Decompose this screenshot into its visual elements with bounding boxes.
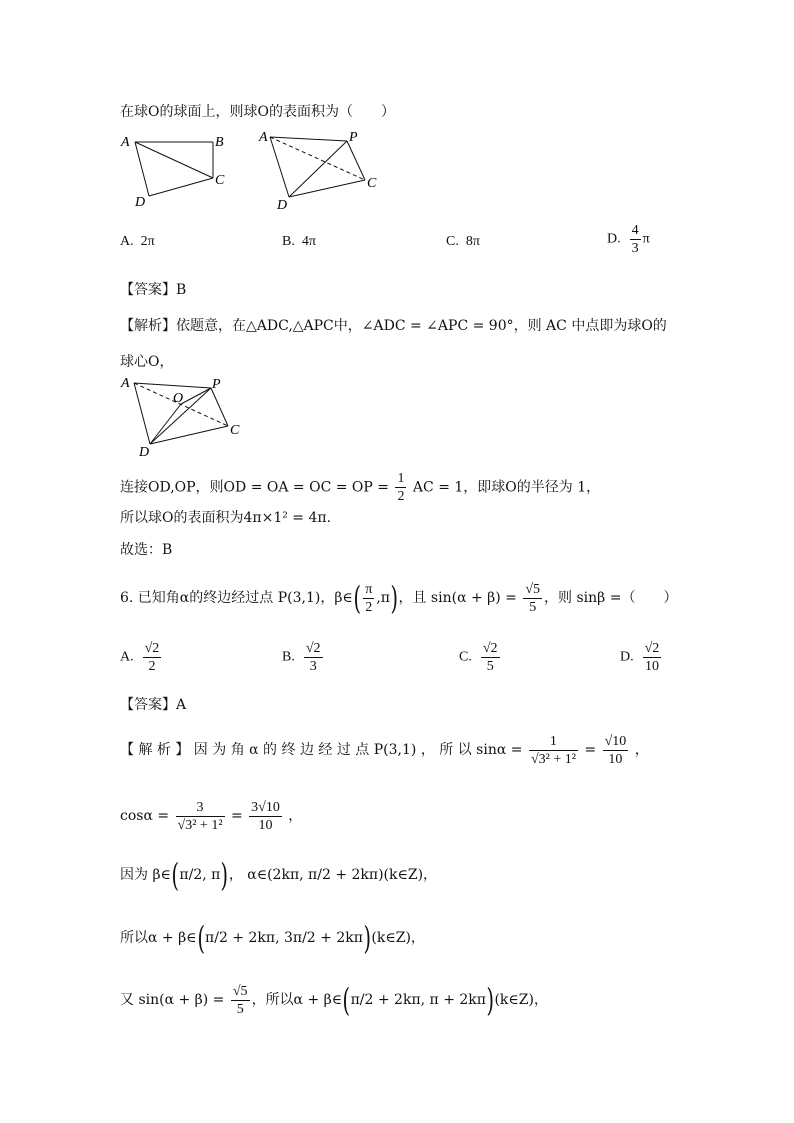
fig3-label-o: O: [173, 391, 184, 406]
fig1-label-d: D: [135, 195, 146, 210]
q5-text-line: 在球O的球面上，则球O的表面积为（ ）: [120, 104, 395, 120]
q6-option-c[interactable]: C. $\frac{√2}{5}$: [459, 641, 498, 674]
q6-option-d[interactable]: D. $\frac{√2}{10}$: [620, 641, 660, 674]
half-fraction: $\frac{1}{2}$: [397, 471, 405, 504]
fig2-label-d: D: [277, 198, 288, 213]
q6-analysis-line1: 【 解 析 】 因 为 角 α 的 终 边 经 过 点 P(3,1) ， 所 以 sinα = $\frac{1}{\text{√3² + 1²}}$ = $\frac{√10}{10}$ ，: [120, 733, 649, 767]
figure-folded-apcd: [255, 125, 385, 215]
q6-option-a[interactable]: A. $\frac{√2}{2}$: [120, 641, 160, 674]
fig1-label-a: A: [121, 135, 130, 150]
fig3-label-c: C: [230, 423, 240, 438]
fig3-label-d: D: [139, 445, 150, 460]
q5-option-a[interactable]: A. 2π: [120, 234, 155, 249]
fig3-label-p: P: [212, 377, 221, 392]
q5-option-d-fraction: $\frac{4}{3}$: [631, 223, 639, 256]
fig3-label-a: A: [121, 376, 130, 391]
q6-analysis-line5: 又 sin(α + β) = $\frac{√5}{5}$ ，所以α + β∈(π/2 + 2kπ, π + 2kπ)(k∈Z)，: [120, 981, 548, 1019]
figure-quadrilateral-abcd: [115, 128, 240, 213]
q5-option-d[interactable]: D. $\frac{4}{3}$ π: [607, 223, 650, 256]
q5-option-b[interactable]: B. 4π: [282, 234, 316, 249]
figure-sphere-center: [115, 372, 250, 460]
q6-answer: 【答案】A: [120, 697, 187, 713]
fig1-label-c: C: [215, 173, 225, 188]
q6-analysis-line3: 因为 β∈(π/2, π)， α∈(2kπ, π/2 + 2kπ)(k∈Z)，: [120, 856, 438, 894]
q5-choose: 故选：B: [120, 542, 173, 558]
q6-analysis-line2: cosα = $\frac{3}{\text{√3² + 1²}}$ = $\frac{3√10}{10}$ ，: [120, 799, 303, 833]
fig2-label-a: A: [259, 130, 268, 145]
q5-connect-line: 连接OD,OP，则OD = OA = OC = OP = $\frac{1}{2}$ AC = 1，即球O的半径为 1，: [120, 471, 601, 504]
q5-option-c[interactable]: C. 8π: [446, 234, 480, 249]
q6-analysis-line4: 所以α + β∈(π/2 + 2kπ, 3π/2 + 2kπ)(k∈Z)，: [120, 919, 425, 957]
q6-option-b[interactable]: B. $\frac{√2}{3}$: [282, 641, 321, 674]
q5-analysis-line1: 【解析】依题意，在△ADC,△APC中，∠ADC = ∠APC = 90°，则 AC 中点即为球O的: [120, 318, 667, 334]
q6-stem: 6. 已知角α的终边经过点 P(3,1)，β∈( $\frac{\pi}{2}$ ,π)，且 sin(α + β) = $\frac{√5}{5}$ ，则 sinβ =（ ）: [120, 579, 678, 617]
q5-surface-line: 所以球O的表面积为4π×1² = 4π.: [120, 510, 332, 526]
fig1-label-b: B: [215, 135, 224, 150]
q5-answer: 【答案】B: [120, 282, 187, 298]
fig2-label-p: P: [349, 130, 358, 145]
q5-analysis-line2: 球心O，: [120, 354, 174, 370]
fig2-label-c: C: [367, 176, 377, 191]
